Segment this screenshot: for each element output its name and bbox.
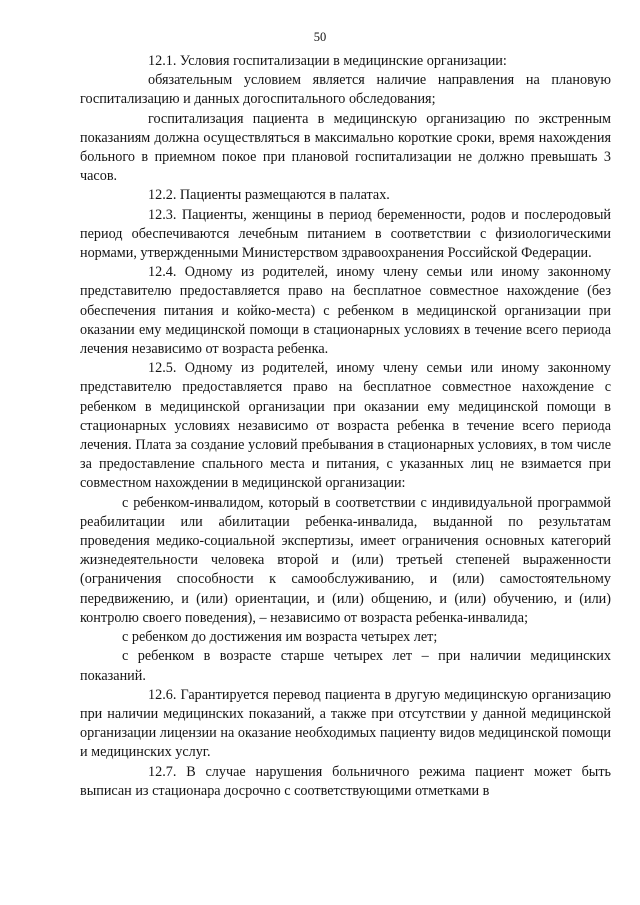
paragraph-child-under-four: с ребенком до достижения им возраста четырех лет; [122,629,438,646]
paragraph-12-3: 12.3. Пациенты, женщины в период беременности, родов и послеродовый период обеспечиваются лечебным питанием в соответствии с физиологическими нормами, утвержденными Министерством здравоохранения Российской Федерации. [80,206,611,262]
paragraph-12-2: 12.2. Пациенты размещаются в палатах. [148,187,390,204]
paragraph-12-7: 12.7. В случае нарушения больничного режима пациент может быть выписан из стационара досрочно с соответствующими отметками в [80,763,611,799]
paragraph-child-over-four: с ребенком в возрасте старше четырех лет – при наличии медицинских показаний. [80,648,611,684]
document-body [80,52,611,801]
paragraph-12-1: 12.1. Условия госпитализации в медицинские организации: [148,53,507,69]
paragraph-emergency-hospitalization: госпитализация пациента в медицинскую организацию по экстренным показаниям должна осуществляться в максимально короткие сроки, время нахождения больного в приемном покое при плановой госпитализации не должно превышать 3 часов. [80,110,611,185]
page-number: 50 [313,30,327,44]
paragraph-12-4: 12.4. Одному из родителей, иному члену семьи или иному законному представителю предоставляется право на бесплатное совместное нахождение (без обеспечения питания и койко-места) с ребенком в медицинской организации при оказании ему медицинской помощи в стационарных условиях в течение всего периода лечения независимо от возраста ребенка. [80,264,611,358]
paragraph-12-6: 12.6. Гарантируется перевод пациента в другую медицинскую организацию при наличии медицинских показаний, а также при отсутствии у данной медицинской организации лицензии на оказание необходимых пациенту видов медицинской помощи и медицинских услуг. [80,686,611,761]
paragraph-referral-condition: обязательным условием является наличие направления на плановую госпитализацию и данных догоспитального обследования; [80,72,611,108]
paragraph-12-5: 12.5. Одному из родителей, иному члену семьи или иному законному представителю предоставляется право на бесплатное совместное нахождение с ребенком в медицинской организации при оказании ему медицинской помощи в стационарных условиях независимо от возраста ребенка в течение всего периода лечения. Плата за создание условий пребывания в стационарных условиях, в том числе за предоставление спального места и питания, с указанных лиц не взимается при совместном нахождении в медицинской организации: [80,360,611,492]
paragraph-disabled-child: с ребенком-инвалидом, который в соответствии с индивидуальной программой реабилитации или абилитации ребенка-инвалида, выданной по результатам проведения медико-социальной экспертизы, имеет ограничения основных категорий жизнедеятельности человека второй и (или) третьей степеней выраженности (ограничения способности к самообслуживанию, и (или) самостоятельному передвижению, и (или) ориентации, и (или) общению, и (или) обучению, и (или) контролю своего поведения), – независимо от возраста ребенка-инвалида; [80,494,611,626]
